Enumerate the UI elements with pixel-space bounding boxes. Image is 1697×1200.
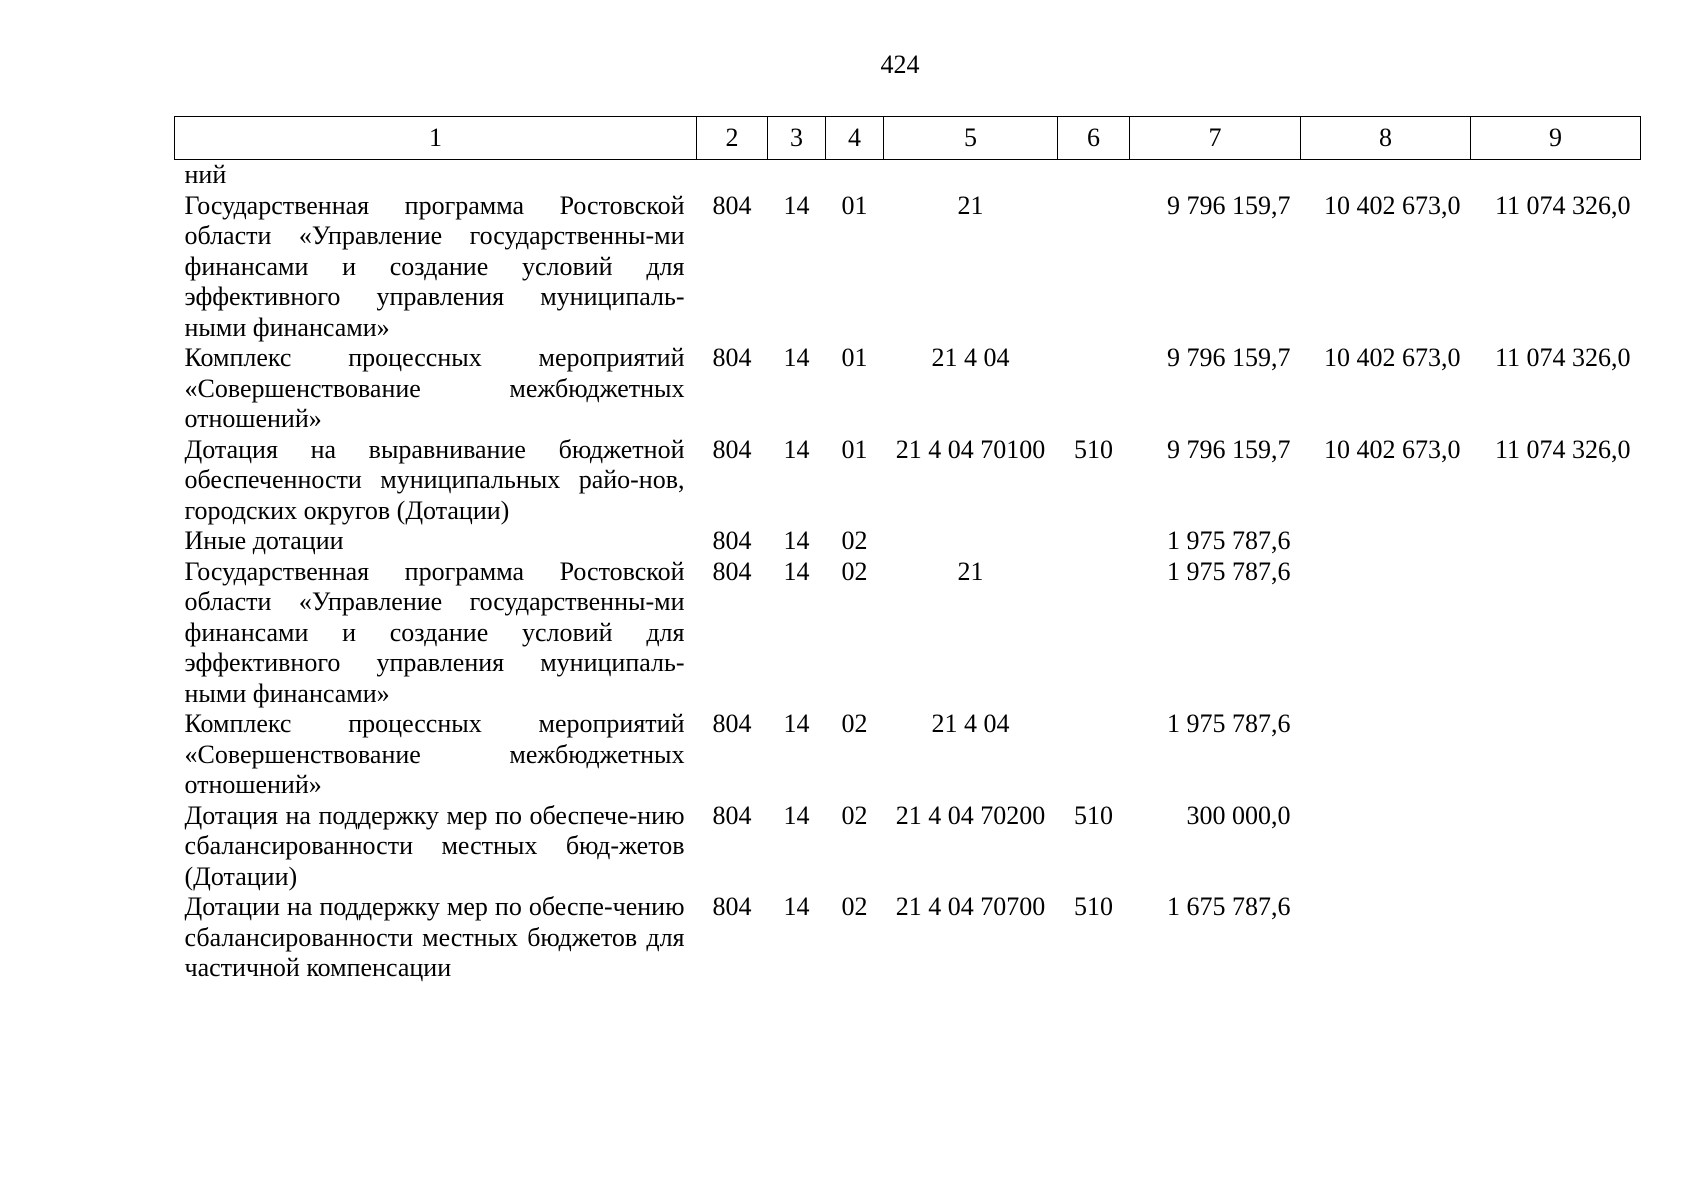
row-name: Государственная программа Ростовской области «Управление государственны-ми финансами и создание условий для эффективного управления муниципаль-ными финансами» [184,556,685,708]
row-code-section: 14 [783,190,810,220]
row-amount-col9 [1471,892,1641,984]
row-code-admin: 804 [712,800,752,830]
row-code-section: 14 [783,800,810,830]
page-number: 424 [880,50,920,79]
row-amount-col9: 11 074 326,0 [1494,434,1631,464]
table-row [175,343,1641,435]
row-amount-col7: 1 675 787,6 [1167,892,1291,921]
row-amount-col9: 11 074 326,0 [1494,343,1631,372]
header-col-2: 2 [697,117,768,160]
row-code-subsection: 02 [841,800,868,830]
table-header [175,117,1641,160]
row-code-section: 14 [783,343,810,372]
row-code-section: 14 [783,709,810,738]
row-code-type: 510 [1074,892,1113,921]
header-col-4: 4 [826,117,884,160]
row-code-admin: 804 [712,343,752,372]
row-amount-col9: 11 074 326,0 [1494,190,1631,220]
row-amount-col8 [1301,526,1471,557]
row-name: Дотация на выравнивание бюджетной обеспеченности муниципальных райо-нов, городских округов (Дотации) [184,434,685,525]
header-col-3: 3 [768,117,826,160]
header-col-6: 6 [1058,117,1130,160]
header-col-8: 8 [1301,117,1471,160]
row-code-section: 14 [783,892,810,921]
row-amount-col8 [1301,557,1471,710]
row-amount-col9 [1471,709,1641,801]
row-code-section: 14 [783,434,810,464]
row-name: Государственная программа Ростовской области «Управление государственны-ми финансами и создание условий для эффективного управления муниципаль-ными финансами» [184,190,685,342]
row-name: Иные дотации [184,526,344,555]
header-row [175,117,1641,160]
row-code-target: 21 4 04 [931,343,1010,372]
row-name: Дотации на поддержку мер по обеспе-чению сбалансированности местных бюджетов для частичной компенсации [184,892,685,982]
row-code-admin: 804 [712,709,752,738]
row-code-type [1058,709,1130,801]
row-code-subsection: 01 [841,434,868,464]
header-col-1: 1 [175,117,697,160]
row-code-type [1058,526,1130,557]
row-code-target: 21 4 04 70200 [895,800,1046,830]
table-row [175,892,1641,984]
row-amount-col8: 10 402 673,0 [1324,343,1461,372]
row-code-section: 14 [783,526,810,555]
row-code-target: 21 4 04 70700 [895,892,1046,921]
row-amount-col8 [1301,801,1471,893]
row-code-admin: 804 [712,190,752,220]
row-amount-col9 [1471,557,1641,710]
continuation-row [175,160,1641,191]
table-row [175,557,1641,710]
row-amount-col7: 9 796 159,7 [1167,190,1291,220]
row-amount-col7: 9 796 159,7 [1167,434,1291,464]
row-code-subsection: 02 [841,892,868,921]
row-name: Комплекс процессных мероприятий «Совершенствование межбюджетных отношений» [184,343,685,433]
budget-table [174,116,1641,984]
row-code-target: 21 [957,556,984,586]
row-code-admin: 804 [712,434,752,464]
table-row [175,526,1641,557]
row-amount-col8 [1301,709,1471,801]
row-code-type: 510 [1074,800,1113,830]
row-amount-col7: 300 000,0 [1186,800,1291,830]
header-col-9: 9 [1471,117,1641,160]
row-code-target: 21 4 04 [931,709,1010,738]
row-code-type: 510 [1074,434,1113,464]
row-amount-col9 [1471,526,1641,557]
row-code-section: 14 [783,556,810,586]
row-code-target [884,526,1058,557]
table-row [175,709,1641,801]
row-amount-col8 [1301,892,1471,984]
row-code-subsection: 02 [841,526,868,555]
row-code-target: 21 4 04 70100 [895,434,1046,464]
row-code-admin: 804 [712,526,752,555]
header-col-7: 7 [1130,117,1301,160]
row-code-subsection: 02 [841,709,868,738]
row-code-admin: 804 [712,892,752,921]
row-code-type [1058,557,1130,710]
row-amount-col7: 1 975 787,6 [1167,556,1291,586]
row-code-type [1058,191,1130,344]
table-body [175,160,1641,984]
row-code-subsection: 02 [841,556,868,586]
row-amount-col8: 10 402 673,0 [1324,434,1461,464]
row-name: Комплекс процессных мероприятий «Совершенствование межбюджетных отношений» [184,709,685,799]
row-name: Дотация на поддержку мер по обеспече-нию сбалансированности местных бюд-жетов (Дотации) [184,800,685,891]
row-code-target: 21 [957,190,984,220]
row-amount-col9 [1471,801,1641,893]
table-row [175,435,1641,527]
row-code-subsection: 01 [841,190,868,220]
row-amount-col7: 1 975 787,6 [1167,526,1291,555]
row-code-subsection: 01 [841,343,868,372]
table-row [175,801,1641,893]
row-amount-col8: 10 402 673,0 [1324,190,1461,220]
header-col-5: 5 [884,117,1058,160]
row-code-admin: 804 [712,556,752,586]
row-amount-col7: 1 975 787,6 [1167,709,1291,738]
table-row [175,191,1641,344]
row-amount-col7: 9 796 159,7 [1167,343,1291,372]
row-code-type [1058,343,1130,435]
continuation-text: ний [184,160,227,189]
